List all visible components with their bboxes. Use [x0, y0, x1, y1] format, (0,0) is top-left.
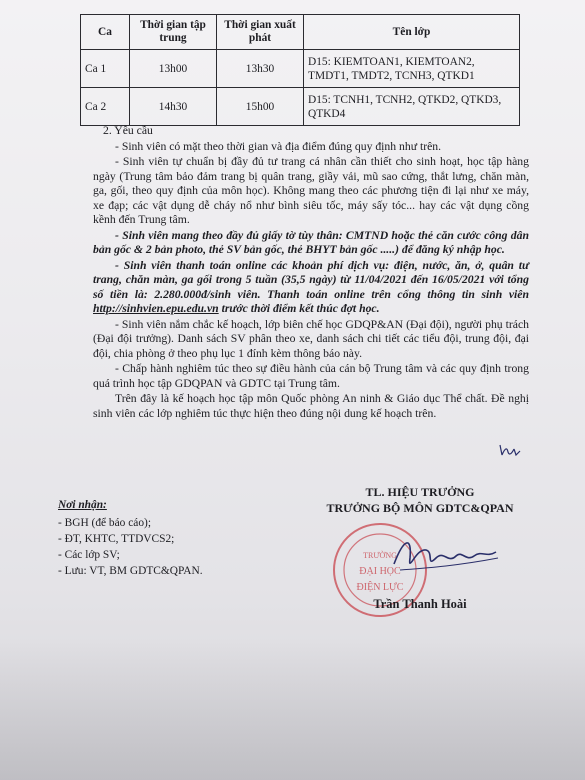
table-row	[81, 50, 520, 88]
cell-tap-trung: 13h00	[130, 50, 217, 88]
handwritten-signature	[386, 528, 506, 588]
cell-ca: Ca 1	[81, 50, 130, 88]
portal-link[interactable]: http://sinhvien.epu.edu.vn	[93, 302, 219, 315]
cell-ca: Ca 2	[81, 88, 130, 126]
svg-text:ĐẠI HỌC: ĐẠI HỌC	[359, 566, 401, 577]
cell-ten-lop: D15: KIEMTOAN1, KIEMTOAN2, TMDT1, TMDT2, TCNH3, QTKD1	[304, 50, 520, 88]
svg-text:ĐIỆN LỰC: ĐIỆN LỰC	[356, 582, 404, 593]
recipient-item: - ĐT, KHTC, TTDVCS2;	[58, 533, 175, 545]
recipient-item: - BGH (để báo cáo);	[58, 517, 151, 529]
recipients-block	[58, 497, 288, 579]
requirement-attendance: - Sinh viên có mặt theo thời gian và địa điểm đúng quy định như trên.	[115, 139, 442, 153]
header-ten-lop: Tên lớp	[304, 15, 520, 50]
table-header-row	[81, 15, 520, 50]
signer-title: TRƯỞNG BỘ MÔN GDTC&QPAN	[326, 501, 514, 515]
page-shadow	[0, 640, 585, 780]
requirement-belongings: - Sinh viên tự chuẩn bị đầy đủ tư trang cá nhân cần thiết cho sinh hoạt, học tập hàng ngày (Trung tâm bảo đảm trang bị quân trang, giầy vải, mũ sao cứng, thắt lưng, chăn màn, ga, gối, theo quy định của môn học). Không mang theo các phương tiện đi lại như xe máy, xe đạp; các vật dụng dễ cháy nổ như bình siêu tốc, máy sấy tóc... hay các vật dụng cồng kềnh đến Trung tâm.	[93, 155, 529, 226]
cell-xuat-phat: 15h00	[217, 88, 304, 126]
header-xuat-phat: Thời gian xuất phát	[217, 15, 304, 50]
payment-text: - Sinh viên thanh toán online các khoản phí dịch vụ: điện, nước, ăn, ở, quân tư trang, chăn màn, ga gối trong 5 tuần (35,5 ngày) từ 11/04/2021 đến 16/05/2021 với tổng số tiền là: 2.280.000đ/sinh viên. Thanh toán online trên cổng thông tin sinh viên	[93, 258, 529, 301]
closing-paragraph: Trên đây là kế hoạch học tập môn Quốc phòng An ninh & Giáo dục Thể chất. Đề nghị sinh viên các lớp nghiêm túc thực hiện theo đúng nội dung kế hoạch trên.	[93, 392, 529, 420]
cell-tap-trung: 14h30	[130, 88, 217, 126]
requirement-organization: - Sinh viên nắm chắc kế hoạch, lớp biên chế học GDQP&AN (Đại đội), người phụ trách (Đại đội trưởng). Danh sách SV phân theo xe, danh sách chi tiết các tiểu đội, trung đội, đại đội, chia phòng ở theo phụ lục 1 đính kèm thông báo này.	[93, 317, 529, 360]
svg-text:TRƯỜNG: TRƯỜNG	[363, 551, 397, 560]
handwritten-initials	[498, 443, 522, 457]
section-heading: 2. Yêu cầu	[103, 124, 153, 137]
cell-ten-lop: D15: TCNH1, TCNH2, QTKD2, QTKD3, QTKD4	[304, 88, 520, 126]
table-row	[81, 88, 520, 126]
requirement-payment	[93, 259, 529, 317]
payment-text-end: trước thời điểm kết thúc đợt học.	[218, 302, 380, 315]
recipient-item: - Các lớp SV;	[58, 549, 120, 561]
header-ca: Ca	[81, 15, 130, 50]
requirements-section	[93, 124, 529, 422]
requirement-discipline: - Chấp hành nghiêm túc theo sự điều hành của cán bộ Trung tâm và các quy định trong quá trình học tập GDQPAN và GDTC tại Trung tâm.	[93, 362, 529, 390]
schedule-table	[80, 14, 520, 126]
signer-authority: TL. HIỆU TRƯỞNG	[365, 485, 475, 499]
header-tap-trung: Thời gian tập trung	[130, 15, 217, 50]
cell-xuat-phat: 13h30	[217, 50, 304, 88]
recipients-title: Nơi nhận:	[58, 499, 107, 511]
recipient-item: - Lưu: VT, BM GDTC&QPAN.	[58, 565, 203, 577]
requirement-documents: - Sinh viên mang theo đầy đủ giấy tờ tùy thân: CMTND hoặc thẻ căn cước công dân bản gốc & 2 bản photo, thẻ SV bản gốc, thẻ BHYT bản gốc .....) để đăng ký nhập học.	[93, 228, 529, 256]
signer-name: Trần Thanh Hoài	[373, 597, 467, 611]
